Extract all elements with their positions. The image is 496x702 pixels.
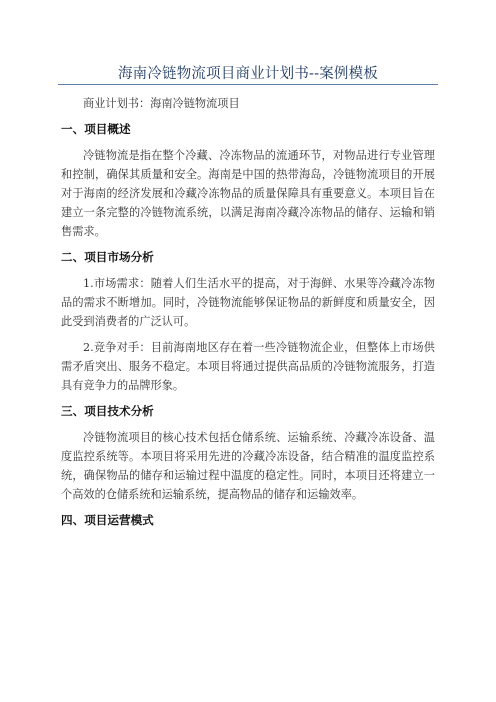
section-heading-market-analysis: 二、项目市场分析 bbox=[61, 250, 154, 264]
title-divider bbox=[58, 84, 438, 85]
document-subtitle: 商业计划书：海南冷链物流项目 bbox=[83, 97, 240, 110]
competitors-paragraph: 2.竞争对手：目前海南地区存在着一些冷链物流企业，但整体上市场供需矛盾突出、服务不稳定。本项目将通过提供高品质的冷链物流服务，打造具有竞争力的品牌形象。 bbox=[61, 341, 435, 392]
section-heading-operating-model: 四、项目运营模式 bbox=[61, 513, 154, 527]
document-title: 海南冷链物流项目商业计划书--案例模板 bbox=[117, 66, 379, 82]
section-heading-technology-analysis: 三、项目技术分析 bbox=[61, 404, 154, 418]
document-body bbox=[61, 94, 435, 537]
technology-paragraph: 冷链物流项目的核心技术包括仓储系统、运输系统、冷藏冷冻设备、温度监控系统等。本项目将采用先进的冷藏冷冻设备，结合精准的温度监控系统，确保物品的储存和运输过程中温度的稳定性。同时，本项目还将建立一个高效的仓储系统和运输系统，提高物品的储存和运输效率。 bbox=[61, 431, 435, 501]
overview-paragraph: 冷链物流是指在整个冷藏、冷冻物品的流通环节，对物品进行专业管理和控制，确保其质量和安全。海南是中国的热带海岛，冷链物流项目的开展对于海南的经济发展和冷藏冷冻物品的质量保障具有重要意义。本项目旨在建立一条完整的冷链物流系统，以满足海南冷藏冷冻物品的储存、运输和销售需求。 bbox=[61, 149, 435, 238]
market-demand-paragraph: 1.市场需求：随着人们生活水平的提高，对于海鲜、水果等冷藏冷冻物品的需求不断增加。同时，冷链物流能够保证物品的新鲜度和质量安全，因此受到消费者的广泛认可。 bbox=[61, 277, 435, 328]
section-heading-overview: 一、项目概述 bbox=[61, 122, 131, 136]
